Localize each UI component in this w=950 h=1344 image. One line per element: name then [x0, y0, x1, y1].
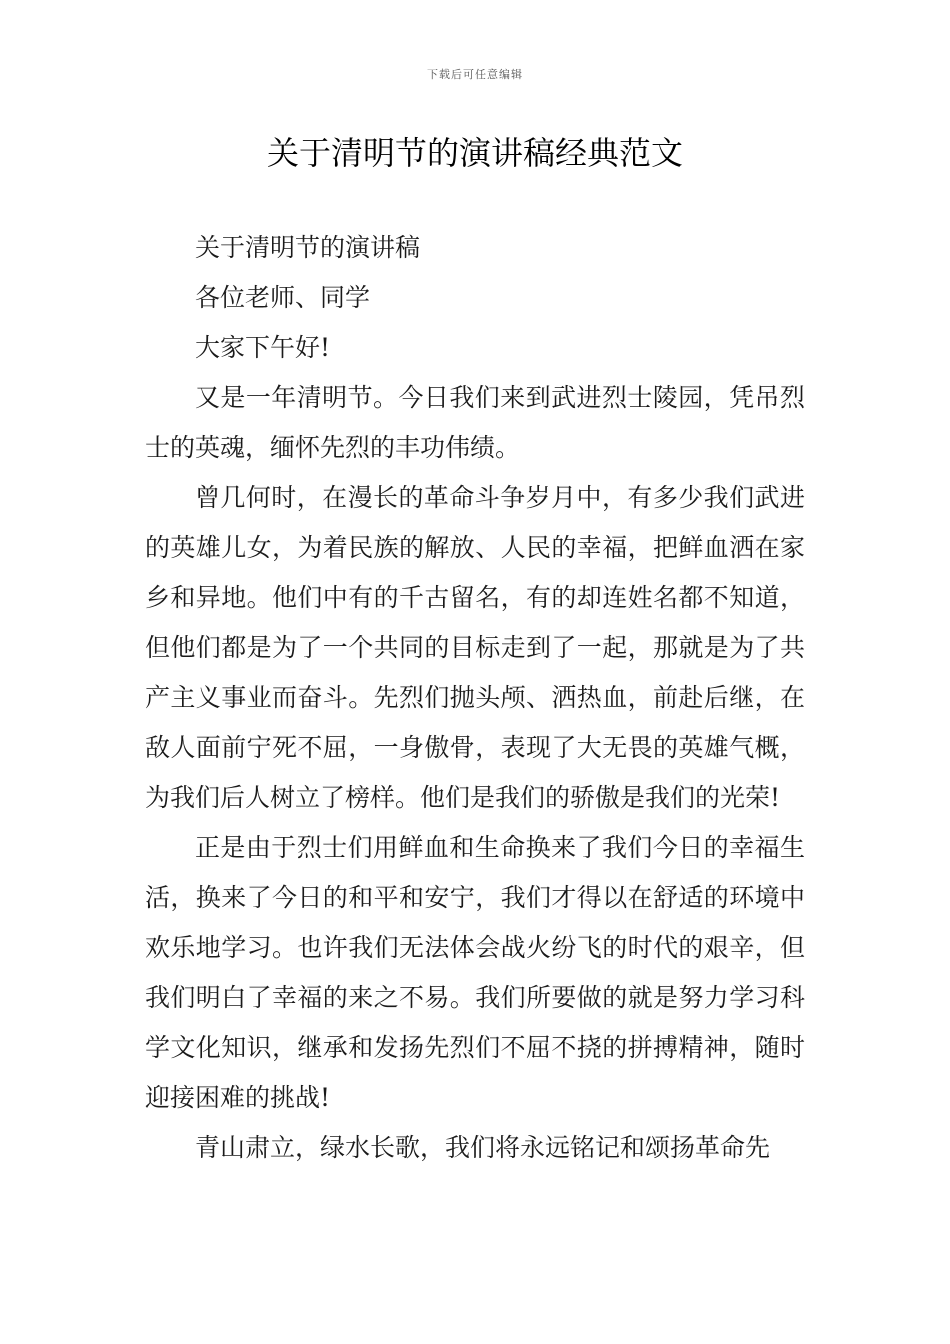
paragraph-gratitude: 正是由于烈士们用鲜血和生命换来了我们今日的幸福生活，换来了今日的和平和安宁，我们才得以在舒适的环境中欢乐地学习。也许我们无法体会战火纷飞的时代的艰辛，但我们明白了幸福的来之不易。我们所要做的就是努力学习科学文化知识，继承和发扬先烈们不屈不挠的拼搏精神，随时迎接困难的挑战! [145, 833, 805, 1112]
paragraph-speech-heading: 关于清明节的演讲稿 [195, 233, 421, 262]
paragraph-closing: 青山肃立，绿水长歌，我们将永远铭记和颂扬革命先 [195, 1133, 771, 1162]
paragraph-salutation: 各位老师、同学 [195, 283, 371, 312]
paragraph-greeting: 大家下午好! [195, 333, 331, 362]
header-note: 下载后可任意编辑 [427, 68, 523, 81]
document-title: 关于清明节的演讲稿经典范文 [266, 134, 683, 172]
paragraph-history: 曾几何时，在漫长的革命斗争岁月中，有多少我们武进的英雄儿女，为着民族的解放、人民的幸福，把鲜血洒在家乡和异地。他们中有的千古留名，有的却连姓名都不知道，但他们都是为了一个共同的目标走到了一起，那就是为了共产主义事业而奋斗。先烈们抛头颅、洒热血，前赴后继，在敌人面前宁死不屈，一身傲骨，表现了大无畏的英雄气概，为我们后人树立了榜样。他们是我们的骄傲是我们的光荣! [145, 483, 805, 812]
document-body [145, 223, 805, 1173]
paragraph-intro: 又是一年清明节。今日我们来到武进烈士陵园，凭吊烈士的英魂，缅怀先烈的丰功伟绩。 [145, 383, 805, 462]
